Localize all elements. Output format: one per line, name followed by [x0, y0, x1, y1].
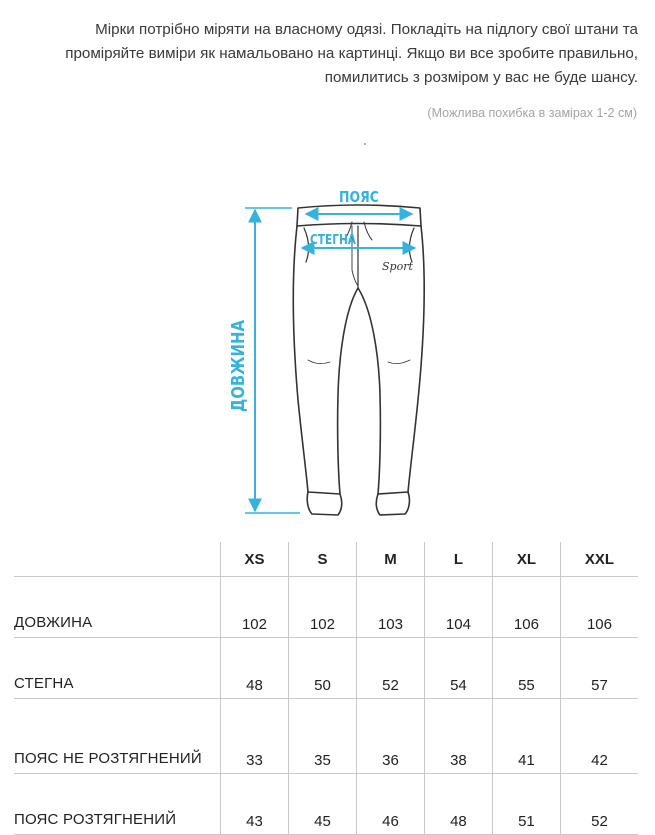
row-label-waist-relaxed: ПОЯС НЕ РОЗТЯГНЕНИЙ [14, 699, 221, 774]
table-cell: 33 [221, 699, 289, 774]
length-label: ДОВЖИНА [228, 300, 249, 412]
size-header-xs: XS [221, 542, 289, 577]
table-cell: 106 [492, 577, 560, 638]
size-header-xxl: XXL [560, 542, 638, 577]
right-pocket [409, 228, 414, 262]
table-cell: 50 [288, 638, 356, 699]
table-cell: 52 [560, 774, 638, 835]
size-header-row [14, 542, 638, 577]
size-header-l: L [424, 542, 492, 577]
size-header-m: M [356, 542, 424, 577]
waistband-shape [297, 205, 421, 226]
size-header-xl: XL [492, 542, 560, 577]
table-row-length [14, 577, 638, 638]
divider-dot [364, 143, 366, 145]
table-cell: 102 [221, 577, 289, 638]
table-cell: 55 [492, 638, 560, 699]
table-cell: 54 [424, 638, 492, 699]
left-pocket [304, 228, 309, 262]
table-cell: 41 [492, 699, 560, 774]
row-label-length: ДОВЖИНА [14, 577, 221, 638]
size-chart-table [14, 542, 638, 835]
measurement-note: (Можлива похибка в замірах 1-2 см) [427, 106, 637, 120]
table-cell: 43 [221, 774, 289, 835]
table-cell: 103 [356, 577, 424, 638]
table-row-waist-stretched [14, 774, 638, 835]
table-corner [14, 542, 221, 577]
size-header-s: S [288, 542, 356, 577]
intro-text: Мірки потрібно міряти на власному одязі. Покладіть на підлогу свої штани та проміряйте виміри як намальовано на картинці. Якщо ви все зробите правильно, помилитись з розміром у вас не буде шансу. [65, 21, 638, 86]
table-cell: 102 [288, 577, 356, 638]
table-cell: 48 [221, 638, 289, 699]
table-cell: 51 [492, 774, 560, 835]
table-row-hips [14, 638, 638, 699]
table-cell: 45 [288, 774, 356, 835]
left-cuff-shape [307, 492, 342, 515]
table-cell: 46 [356, 774, 424, 835]
row-label-waist-stretched: ПОЯС РОЗТЯГНЕНИЙ [14, 774, 221, 835]
pants-outline [293, 205, 424, 515]
waist-label: ПОЯС [339, 188, 379, 206]
table-cell: 35 [288, 699, 356, 774]
table-cell: 57 [560, 638, 638, 699]
table-cell: 104 [424, 577, 492, 638]
right-cuff-shape [376, 492, 409, 515]
table-cell: 36 [356, 699, 424, 774]
table-row-waist-relaxed [14, 699, 638, 774]
pants-logo: Sport [382, 260, 413, 273]
pants-measurement-diagram [0, 150, 655, 530]
hips-label: СТЕГНА [310, 233, 356, 248]
table-cell: 106 [560, 577, 638, 638]
table-cell: 38 [424, 699, 492, 774]
row-label-hips: СТЕГНА [14, 638, 221, 699]
table-cell: 52 [356, 638, 424, 699]
left-leg-shape [293, 226, 358, 494]
table-cell: 48 [424, 774, 492, 835]
table-cell: 42 [560, 699, 638, 774]
